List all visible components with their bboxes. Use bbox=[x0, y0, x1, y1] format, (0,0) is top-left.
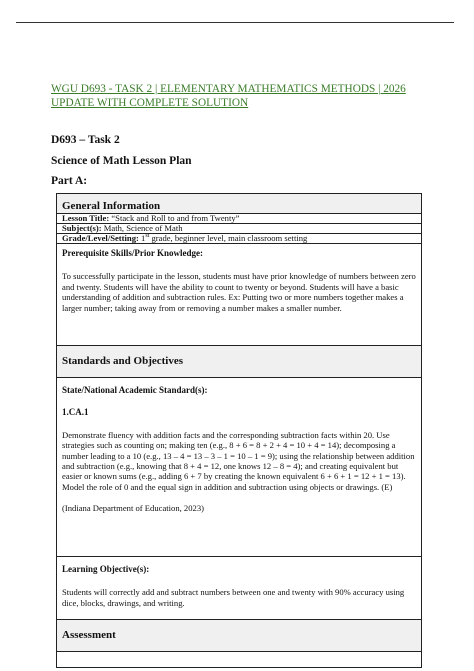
prerequisite-text: To successfully participate in the lesson, students must have prior knowledge of numbers between zero and twenty. Students will have the ability to count to twenty or beyond. Students will have a basic understanding of addition and subtraction rules. Ex: Putting two or more numbers together makes a larger number; taking away from or removing a number makes a smaller number. bbox=[62, 271, 416, 313]
lesson-plan-heading: Science of Math Lesson Plan bbox=[51, 155, 192, 167]
grade-value-number: 1 bbox=[138, 234, 146, 243]
learning-objectives-section bbox=[57, 557, 421, 620]
top-rule bbox=[16, 22, 454, 23]
lesson-plan-table bbox=[56, 193, 422, 668]
general-information-header: General Information bbox=[57, 194, 421, 214]
assessment-header: Assessment bbox=[57, 620, 421, 652]
lesson-title-value: “Stack and Roll to and from Twenty” bbox=[109, 214, 240, 223]
grade-label: Grade/Level/Setting: bbox=[62, 234, 139, 243]
learning-objectives-heading: Learning Objective(s): bbox=[62, 564, 150, 574]
document-title-line-2: UPDATE WITH COMPLETE SOLUTION bbox=[51, 97, 249, 109]
prerequisite-heading: Prerequisite Skills/Prior Knowledge: bbox=[62, 248, 203, 258]
standards-section bbox=[57, 378, 421, 557]
grade-value-ordinal: st bbox=[145, 234, 150, 240]
subjects-row bbox=[57, 224, 421, 234]
lesson-title-label: Lesson Title: bbox=[62, 214, 110, 223]
lesson-title-row bbox=[57, 214, 421, 224]
academic-standards-heading: State/National Academic Standard(s): bbox=[62, 385, 208, 395]
standard-code: 1.CA.1 bbox=[62, 407, 89, 418]
task-heading: D693 – Task 2 bbox=[51, 134, 120, 146]
prerequisite-section bbox=[57, 244, 421, 346]
subjects-value: Math, Science of Math bbox=[101, 224, 183, 233]
grade-row bbox=[57, 234, 421, 244]
document-title-link[interactable] bbox=[51, 82, 431, 110]
document-title-line-1: WGU D693 - TASK 2 | ELEMENTARY MATHEMATICS METHODS | 2026 bbox=[51, 83, 406, 95]
part-heading: Part A: bbox=[51, 175, 88, 187]
learning-objectives-text: Students will correctly add and subtract numbers between one and twenty with 90% accuracy using dice, blocks, drawings, and writing. bbox=[62, 587, 405, 608]
grade-value-rest: grade, beginner level, main classroom setting bbox=[149, 234, 308, 243]
standards-objectives-header: Standards and Objectives bbox=[57, 346, 421, 378]
assessment-body bbox=[57, 652, 421, 667]
standard-description: Demonstrate fluency with addition facts and the corresponding subtraction facts within 20. Use strategies such as counting on; making ten (e.g., 8 + 6 = 8 + 2 + 4 = 10 + 4 = 14); decomposing a number leading to a 10 (e.g., 13 – 4 = 13 – 3 – 1 = 10 – 1 = 9); using the relationship between addition and subtraction (e.g., knowing that 8 + 4 = 12, one knows 12 – 8 = 4); and creating equivalent but easier or known sums (e.g., adding 6 + 7 by creating the known equivalent 6 + 6 + 1 = 12 + 1 = 13). Model the role of 0 and the equal sign in addition and subtraction using objects or drawings. (E) bbox=[62, 429, 415, 492]
subjects-label: Subject(s): bbox=[62, 224, 102, 233]
standard-citation: (Indiana Department of Education, 2023) bbox=[62, 503, 204, 514]
